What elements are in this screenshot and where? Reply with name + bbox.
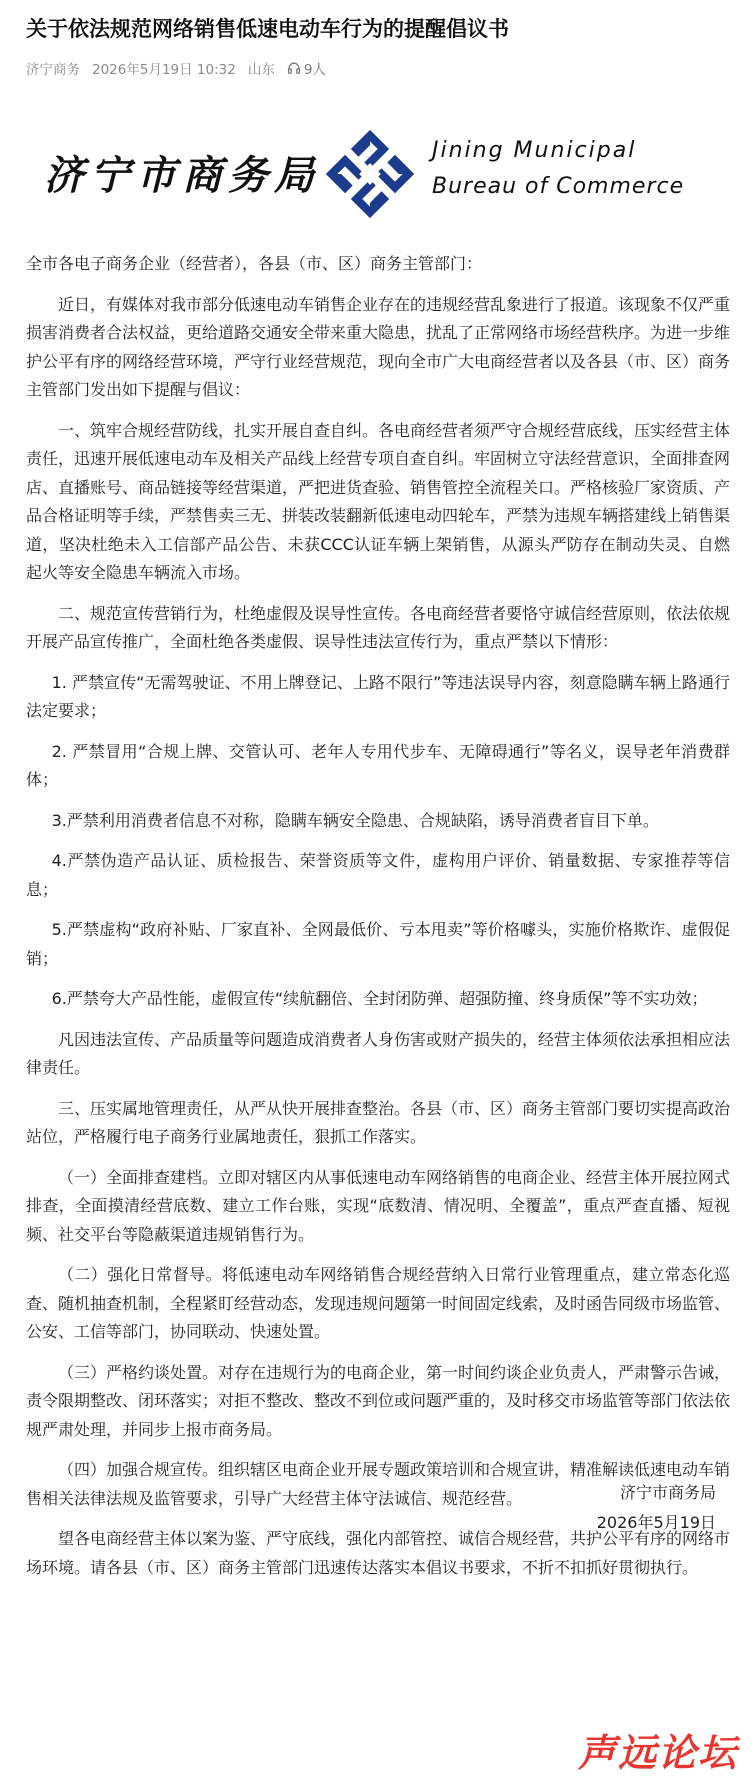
prohibition-item-1: 1. 严禁宣传“无需驾驶证、不用上牌登记、上路不限行”等违法误导内容，刻意隐瞒车辆上路通行法定要求； <box>26 672 730 720</box>
article-body <box>26 250 730 1594</box>
bureau-en-line2: Bureau of Commerce <box>432 174 685 199</box>
source-account[interactable]: 济宁商务 <box>26 62 80 78</box>
article-meta <box>26 58 326 78</box>
subsection-3: （三）严格约谈处置。对存在违规行为的电商企业，第一时间约谈企业负责人，严肃警示告诫，责令限期整改、闭环落实；对拒不整改、整改不到位或问题严重的，及时移交市场监管等部门依法依规严肃处理，并同步上报市商务局。 <box>26 1362 731 1439</box>
liability-paragraph: 凡因违法宣传、产品质量等问题造成消费者人身伤害或财产损失的，经营主体须依法承担相应法律责任。 <box>26 1029 731 1077</box>
signature-block <box>597 1478 716 1538</box>
site-watermark: 声远论坛 <box>577 1731 738 1775</box>
prohibition-item-3: 3.严禁利用消费者信息不对称，隐瞒车辆安全隐患、合规缺陷，诱导消费者盲目下单。 <box>51 810 659 830</box>
section-1: 一、筑牢合规经营防线，扎实开展自查自纠。各电商经营者须严守合规经营底线，压实经营主体责任，迅速开展低速电动车及相关产品线上经营专项自查自纠。牢固树立守法经营意识，全面排查网店、直播账号、商品链接等经营渠道，严把进货查验、销售管控全流程关口。严格核验厂家资质、产品合格证明等手续，严禁售卖三无、拼装改装翻新低速电动四轮车，严禁为违规车辆搭建线上销售渠道，坚决杜绝未入工信部产品公告、未获CCC认证车辆上架销售，从源头严防存在制动失灵、自燃起火等安全隐患车辆流入市场。 <box>26 420 731 582</box>
prohibition-item-2: 2. 严禁冒用“合规上牌、交管认可、老年人专用代步车、无障碍通行”等名义，误导老年消费群体； <box>26 741 730 789</box>
signature-org: 济宁市商务局 <box>619 1483 716 1502</box>
prohibition-item-6: 6.严禁夸大产品性能，虚假宣传“续航翻倍、全封闭防弹、超强防撞、终身质保”等不实功效； <box>51 989 708 1008</box>
prohibition-item-5: 5.严禁虚构“政府补贴、厂家直补、全网最低价、亏本甩卖”等价格噱头，实施价格欺诈、虚假促销； <box>26 920 730 968</box>
listen-button[interactable] <box>287 58 326 78</box>
article-title: 关于依法规范网络销售低速电动车行为的提醒倡议书 <box>26 17 509 41</box>
closing-paragraph: 望各电商经营主体以案为鉴、严守底线，强化内部管控、诚信合规经营，共护公平有序的网络市场环境。请各县（市、区）商务主管部门迅速传达落实本倡议书要求，不折不扣抓好贯彻执行。 <box>26 1529 731 1577</box>
bureau-logo-icon <box>322 126 418 222</box>
bureau-cn-name: 济宁市商务局 <box>44 152 320 199</box>
region-label: 山东 <box>247 62 275 78</box>
prohibition-item-4: 4.严禁伪造产品认证、质检报告、荣誉资质等文件，虚构用户评价、销量数据、专家推荐等信息； <box>26 851 730 899</box>
subsection-4: （四）加强合规宣传。组织辖区电商企业开展专题政策培训和合规宣讲，精准解读低速电动车销售相关法律法规及监管要求，引导广大经营主体守法诚信、规范经营。 <box>26 1460 731 1508</box>
headphone-icon <box>287 61 301 75</box>
publish-datetime: 2026年5月19日 10:32 <box>92 62 236 78</box>
bureau-banner <box>30 116 730 232</box>
signature-date: 2026年5月19日 <box>596 1513 716 1532</box>
section-3: 三、压实属地管理责任，从严从快开展排查整治。各县（市、区）商务主管部门要切实提高政治站位，严格履行电子商务行业属地责任，狠抓工作落实。 <box>26 1098 731 1146</box>
bureau-en-line1: Jining Municipal <box>432 138 637 163</box>
salutation: 全市各电子商务企业（经营者），各县（市、区）商务主管部门： <box>26 254 483 273</box>
intro-paragraph: 近日，有媒体对我市部分低速电动车销售企业存在的违规经营乱象进行了报道。该现象不仅严重损害消费者合法权益，更给道路交通安全带来重大隐患，扰乱了正常网络市场经营秩序。为进一步维护公平有序的网络经营环境，严守行业经营规范，现向全市广大电商经营者以及各县（市、区）商务主管部门发出如下提醒与倡议： <box>26 294 731 399</box>
section-2: 二、规范宣传营销行为，杜绝虚假及误导性宣传。各电商经营者要恪守诚信经营原则，依法依规开展产品宣传推广，全面杜绝各类虚假、误导性违法宣传行为，重点严禁以下情形： <box>26 603 731 651</box>
subsection-1: （一）全面排查建档。立即对辖区内从事低速电动车网络销售的电商企业、经营主体开展拉网式排查，全面摸清经营底数、建立工作台账，实现“底数清、情况明、全覆盖”，重点严查直播、短视频、社交平台等隐蔽渠道违规销售行为。 <box>26 1167 731 1244</box>
listener-count: 9人 <box>303 62 326 78</box>
subsection-2: （二）强化日常督导。将低速电动车网络销售合规经营纳入日常行业管理重点，建立常态化巡查、随机抽查机制，全程紧盯经营动态，发现违规问题第一时间固定线索，及时函告同级市场监管、公安、工信等部门，协同联动、快速处置。 <box>26 1265 731 1341</box>
